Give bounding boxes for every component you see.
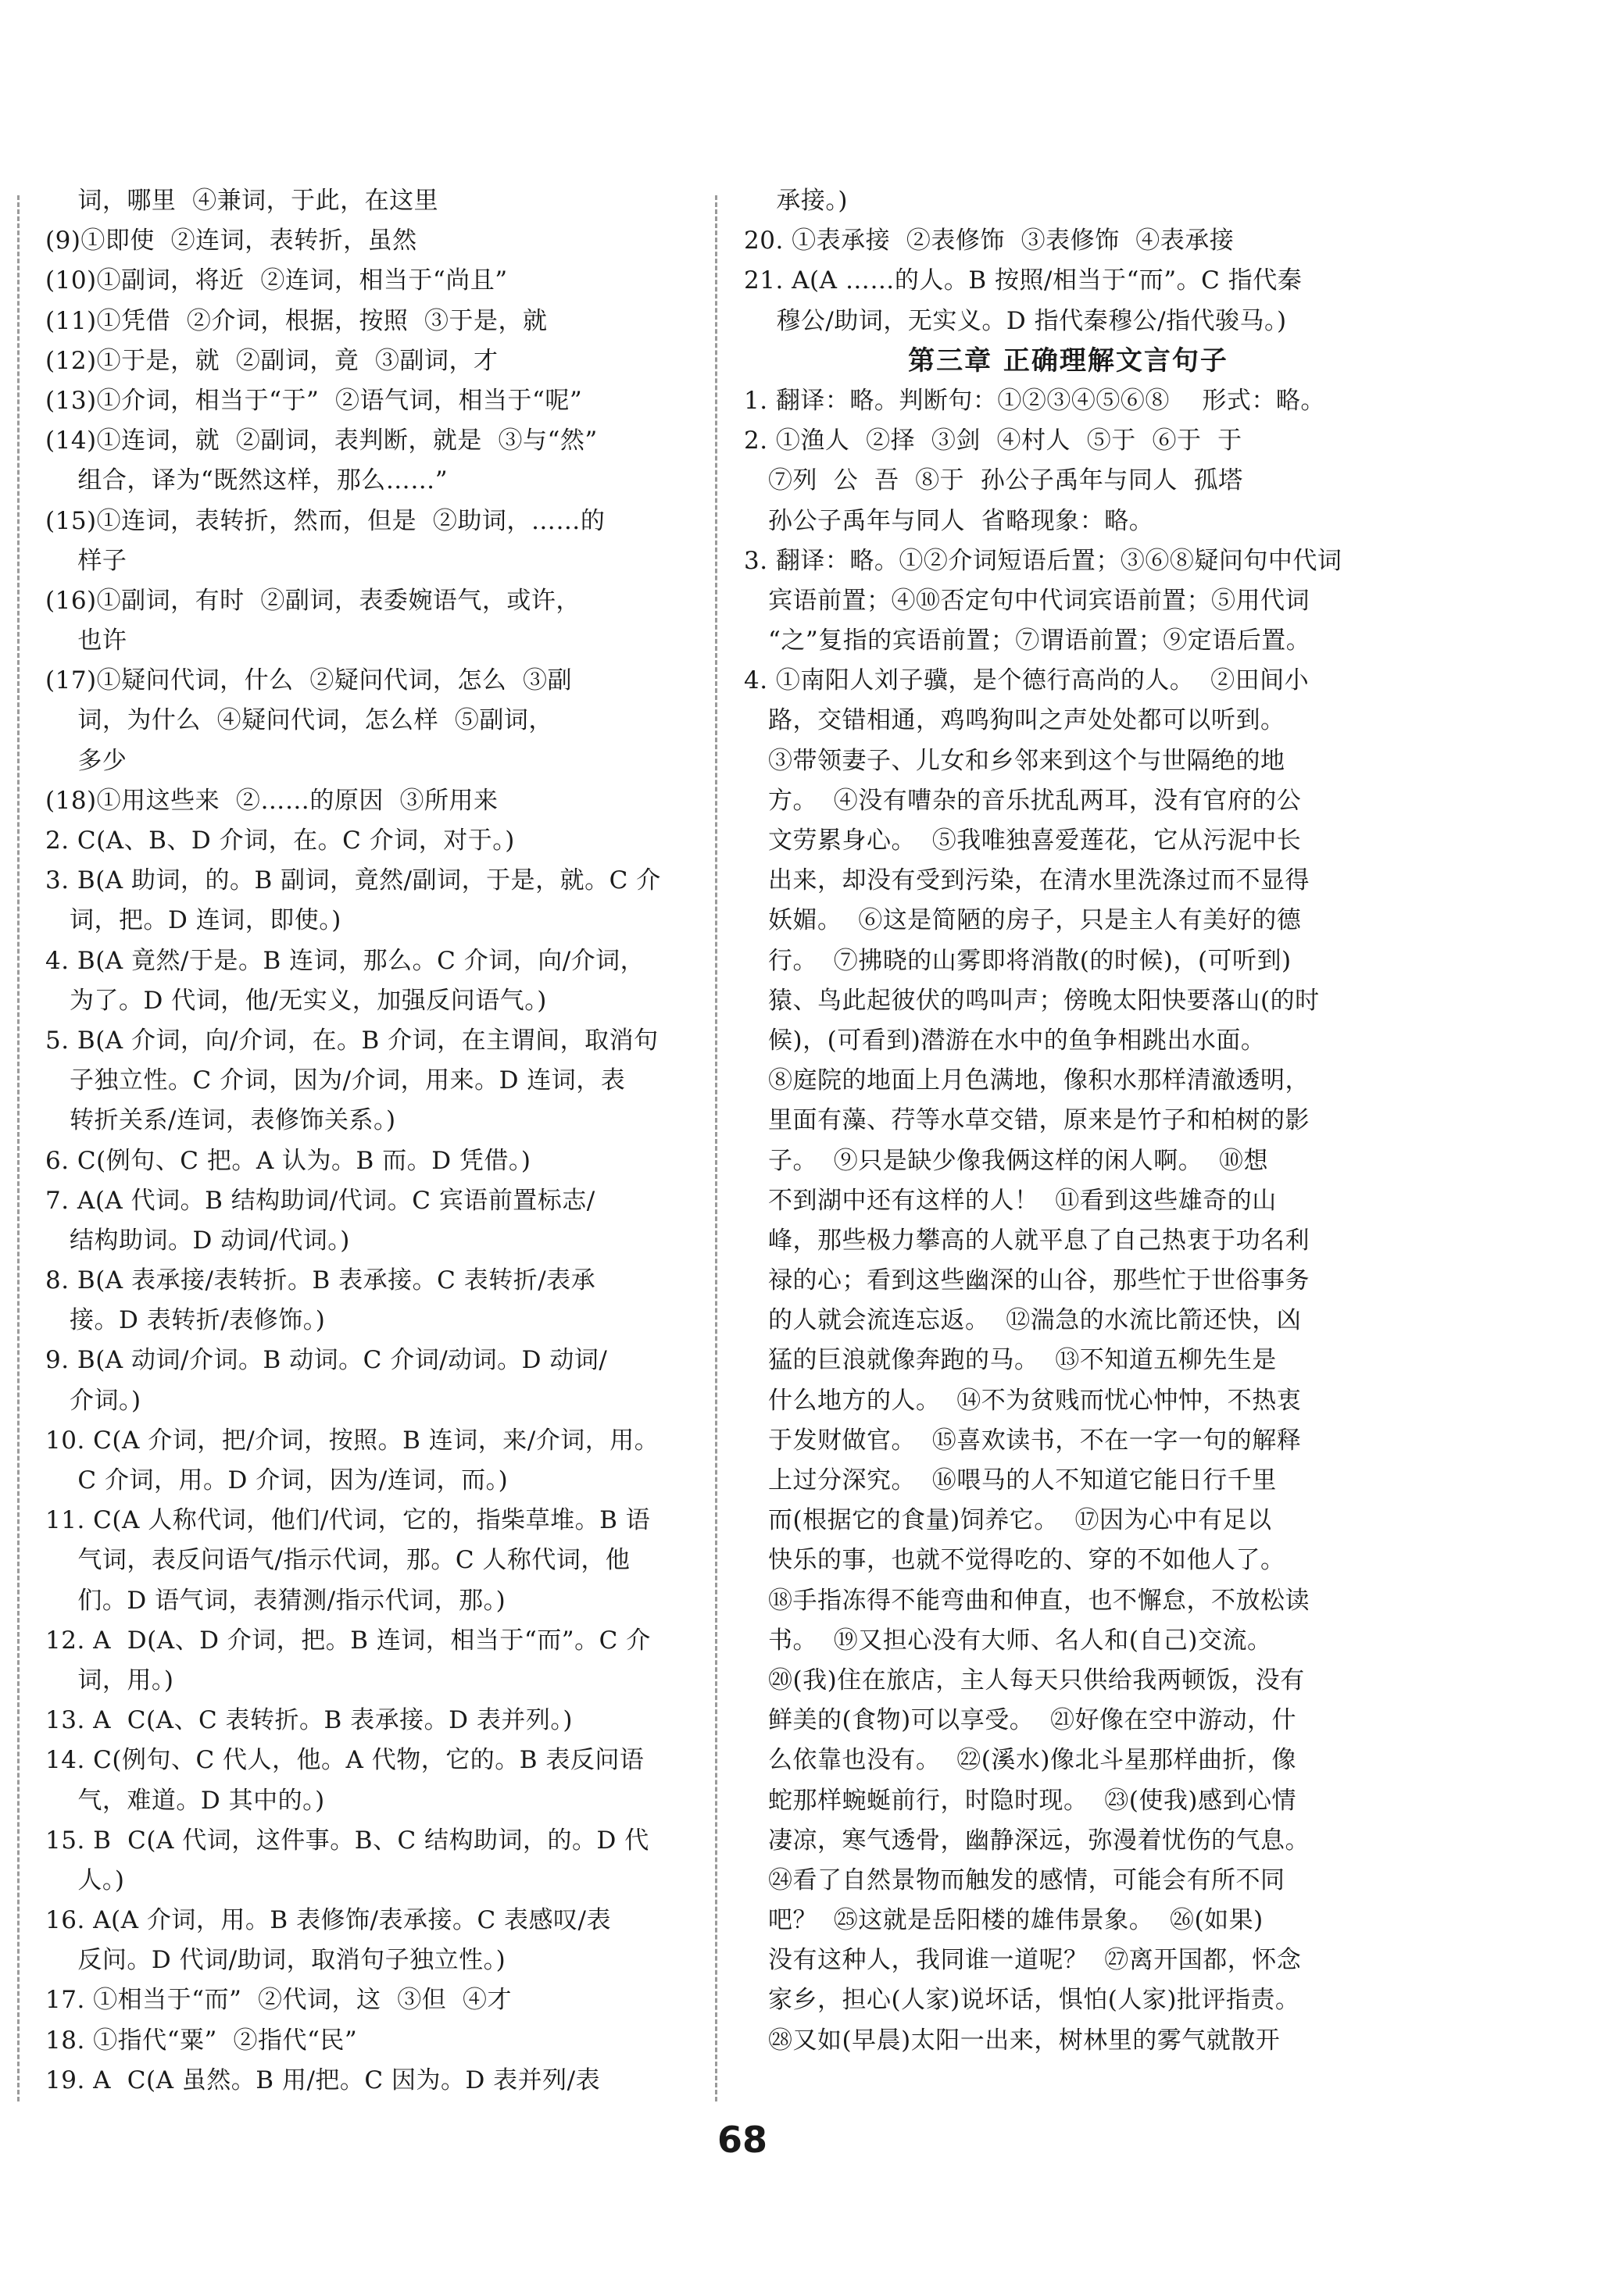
text-line: 9. B(A 动词/介词。B 动词。C 介词/动词。D 动词/	[45, 1346, 608, 1375]
text-line: 1. 翻译：略。判断句：①②③④⑤⑥⑧ 形式：略。	[744, 386, 1325, 415]
text-line: 宾语前置；④⑩否定句中代词宾语前置；⑤用代词	[744, 586, 1310, 615]
text-line: 11. C(A 人称代词，他们/代词，它的，指柴草堆。B 语	[45, 1506, 651, 1535]
text-line: 猛的巨浪就像奔跑的马。 ⑬不知道五柳先生是	[744, 1346, 1277, 1375]
text-line: 转折关系/连词，表修饰关系。)	[45, 1106, 396, 1135]
text-line: 出来，却没有受到污染，在清水里洗涤过而不显得	[744, 866, 1310, 895]
text-line: 不到湖中还有这样的人！ ⑪看到这些雄奇的山	[744, 1186, 1277, 1215]
text-line: 21. A(A ……的人。B 按照/相当于“而”。C 指代秦	[744, 266, 1303, 295]
text-line: 穆公/助词，无实义。D 指代秦穆公/指代骏马。)	[744, 306, 1287, 335]
text-line: (12)①于是，就 ②副词，竟 ③副词，才	[45, 346, 499, 375]
text-line: 组合，译为“既然这样，那么……”	[45, 466, 449, 495]
right-column-top	[744, 181, 1392, 341]
text-line: (16)①副词，有时 ②副词，表委婉语气，或许，	[45, 586, 581, 615]
text-line: 凄凉，寒气透骨，幽静深远，弥漫着忧伤的气息。	[744, 1826, 1310, 1855]
text-line: 介词。)	[45, 1386, 141, 1415]
text-line: ㉘又如(早晨)太阳一出来，树林里的雾气就散开	[744, 2026, 1281, 2055]
text-line: 蛇那样蜿蜒前行，时隐时现。 ㉓(使我)感到心情	[744, 1786, 1296, 1815]
text-line: 反问。D 代词/助词，取消句子独立性。)	[45, 1946, 506, 1975]
text-line: 词，哪里 ④兼词，于此，在这里	[45, 187, 439, 215]
text-line: 结构助词。D 动词/代词。)	[45, 1226, 350, 1255]
text-line: 3. 翻译：略。①②介词短语后置；③⑥⑧疑问句中代词	[744, 546, 1342, 575]
text-line: “之”复指的宾语前置；⑦谓语前置；⑨定语后置。	[744, 627, 1311, 655]
text-line: 4. B(A 竟然/于是。B 连词，那么。C 介词，向/介词，	[45, 946, 645, 975]
text-line: 禄的心；看到这些幽深的山谷，那些忙于世俗事务	[744, 1266, 1310, 1295]
text-line: 12. A D(A、D 介词，把。B 连词，相当于“而”。C 介	[45, 1626, 651, 1655]
text-line: 7. A(A 代词。B 结构助词/代词。C 宾语前置标志/	[45, 1186, 595, 1215]
text-line: 5. B(A 介词，向/介词，在。B 介词，在主谓间，取消句	[45, 1026, 659, 1055]
text-line: (9)①即使 ②连词，表转折，虽然	[45, 227, 417, 255]
right-column-bottom	[744, 381, 1392, 2061]
text-line: ⑦列 公 吾 ⑧于 孙公子禹年与同人 孤塔	[744, 466, 1243, 495]
text-line: 17. ①相当于“而” ②代词，这 ③但 ④才	[45, 1986, 512, 2015]
text-line: 文劳累身心。 ⑤我唯独喜爱莲花，它从污泥中长	[744, 827, 1302, 855]
text-line: 3. B(A 助词，的。B 副词，竟然/副词，于是，就。C 介	[45, 866, 661, 895]
chapter-title: 第三章 正确理解文言句子	[908, 345, 1228, 377]
page-number: 68	[717, 2119, 767, 2161]
right-column	[744, 181, 1392, 2061]
text-line: 么依靠也没有。 ㉒(溪水)像北斗星那样曲折，像	[744, 1746, 1296, 1775]
text-line: 家乡，担心(人家)说坏话，惧怕(人家)批评指责。	[744, 1986, 1300, 2015]
text-line: 于发财做官。 ⑮喜欢读书，不在一字一句的解释	[744, 1426, 1302, 1455]
text-line: 什么地方的人。 ⑭不为贫贱而忧心忡忡，不热衷	[744, 1386, 1302, 1415]
text-line: 10. C(A 介词，把/介词，按照。B 连词，来/介词，用。	[45, 1426, 660, 1455]
text-line: 鲜美的(食物)可以享受。 ㉑好像在空中游动，什	[744, 1706, 1296, 1735]
text-line: ⑳(我)住在旅店，主人每天只供给我两顿饭，没有	[744, 1666, 1305, 1694]
left-column	[45, 181, 694, 2101]
text-line: 上过分深究。 ⑯喂马的人不知道它能日行千里	[744, 1466, 1277, 1494]
text-line: 妖媚。 ⑥这是简陋的房子，只是主人有美好的德	[744, 906, 1302, 935]
text-line: 2. ①渔人 ②择 ③剑 ④村人 ⑤于 ⑥于 于	[744, 427, 1242, 455]
text-line: (11)①凭借 ②介词，根据，按照 ③于是，就	[45, 306, 548, 335]
left-margin-divider	[17, 195, 20, 2101]
text-line: (13)①介词，相当于“于” ②语气词，相当于“呢”	[45, 386, 583, 415]
text-line: C 介词，用。D 介词，因为/连词，而。)	[45, 1466, 509, 1494]
text-line: ㉔看了自然景物而触发的感情，可能会有所不同	[744, 1866, 1285, 1894]
text-line: 20. ①表承接 ②表修饰 ③表修饰 ④表承接	[744, 227, 1235, 255]
text-line: 词，把。D 连词，即使。)	[45, 906, 341, 935]
text-line: 们。D 语气词，表猜测/指示代词，那。)	[45, 1586, 506, 1615]
text-line: (10)①副词，将近 ②连词，相当于“尚且”	[45, 266, 508, 295]
text-line: ⑱手指冻得不能弯曲和伸直，也不懈怠，不放松读	[744, 1586, 1310, 1615]
text-line: 吧？ ㉕这就是岳阳楼的雄伟景象。 ㉖(如果)	[744, 1906, 1264, 1935]
text-line: (18)①用这些来 ②……的原因 ③所用来	[45, 786, 499, 815]
text-line: 样子	[45, 546, 127, 575]
text-line: 气，难道。D 其中的。)	[45, 1786, 325, 1815]
text-line: 8. B(A 表承接/表转折。B 表承接。C 表转折/表承	[45, 1266, 596, 1295]
text-line: 没有这种人，我同谁一道呢？ ㉗离开国都，怀念	[744, 1946, 1302, 1975]
text-line: 接。D 表转折/表修饰。)	[45, 1306, 326, 1335]
text-line: 峰，那些极力攀高的人就平息了自己热衷于功名利	[744, 1226, 1310, 1255]
column-divider	[715, 195, 717, 2101]
text-line: 6. C(例句、C 把。A 认为。B 而。D 凭借。)	[45, 1146, 531, 1175]
text-line: 19. A C(A 虽然。B 用/把。C 因为。D 表并列/表	[45, 2066, 601, 2094]
text-line: (17)①疑问代词，什么 ②疑问代词，怎么 ③副	[45, 666, 573, 695]
text-line: 16. A(A 介词，用。B 表修饰/表承接。C 表感叹/表	[45, 1906, 611, 1935]
text-line: 15. B C(A 代词，这件事。B、C 结构助词，的。D 代	[45, 1826, 649, 1855]
text-line: ③带领妻子、儿女和乡邻来到这个与世隔绝的地	[744, 746, 1285, 775]
text-line: 也许	[45, 627, 127, 655]
text-line: 的人就会流连忘返。 ⑫湍急的水流比箭还快，凶	[744, 1306, 1302, 1335]
text-line: 行。 ⑦拂晓的山雾即将消散(的时候)，(可听到)	[744, 946, 1292, 975]
text-line: 词，用。)	[45, 1666, 174, 1694]
text-line: 人。)	[45, 1866, 125, 1894]
text-line: 候)，(可看到)潜游在水中的鱼争相跳出水面。	[744, 1026, 1266, 1055]
text-line: 孙公子禹年与同人 省略现象：略。	[744, 506, 1154, 535]
text-line: 路，交错相通，鸡鸣狗叫之声处处都可以听到。	[744, 706, 1285, 735]
text-line: 书。 ⑲又担心没有大师、名人和(自己)交流。	[744, 1626, 1272, 1655]
text-line: 4. ①南阳人刘子骥，是个德行高尚的人。 ②田间小	[744, 666, 1310, 695]
text-line: 14. C(例句、C 代人，他。A 代物，它的。B 表反问语	[45, 1746, 645, 1775]
text-line: 猿、鸟此起彼伏的鸣叫声；傍晚太阳快要落山(的时	[744, 986, 1320, 1015]
text-line: 为了。D 代词，他/无实义，加强反问语气。)	[45, 986, 547, 1015]
text-line: 快乐的事，也就不觉得吃的、穿的不如他人了。	[744, 1546, 1285, 1575]
text-line: (15)①连词，表转折，然而，但是 ②助词，……的	[45, 506, 606, 535]
text-line: 2. C(A、B、D 介词，在。C 介词，对于。)	[45, 827, 515, 855]
text-line: 里面有藻、荇等水草交错，原来是竹子和柏树的影	[744, 1106, 1310, 1135]
text-line: 气词，表反问语气/指示代词，那。C 人称代词，他	[45, 1546, 631, 1575]
text-line: 子独立性。C 介词，因为/介词，用来。D 连词，表	[45, 1066, 626, 1095]
text-line: 多少	[45, 746, 127, 775]
text-line: 18. ①指代“粟” ②指代“民”	[45, 2026, 358, 2055]
text-line: ⑧庭院的地面上月色满地，像积水那样清澈透明，	[744, 1066, 1310, 1095]
text-line: 词，为什么 ④疑问代词，怎么样 ⑤副词，	[45, 706, 553, 735]
text-line: 子。 ⑨只是缺少像我俩这样的闲人啊。 ⑩想	[744, 1146, 1268, 1175]
text-line: 方。 ④没有嘈杂的音乐扰乱两耳，没有官府的公	[744, 786, 1302, 815]
text-line: 13. A C(A、C 表转折。B 表承接。D 表并列。)	[45, 1706, 573, 1735]
text-line: 承接。)	[744, 187, 849, 215]
text-line: 而(根据它的食量)饲养它。 ⑰因为心中有足以	[744, 1506, 1272, 1535]
text-line: (14)①连词，就 ②副词，表判断，就是 ③与“然”	[45, 427, 598, 455]
